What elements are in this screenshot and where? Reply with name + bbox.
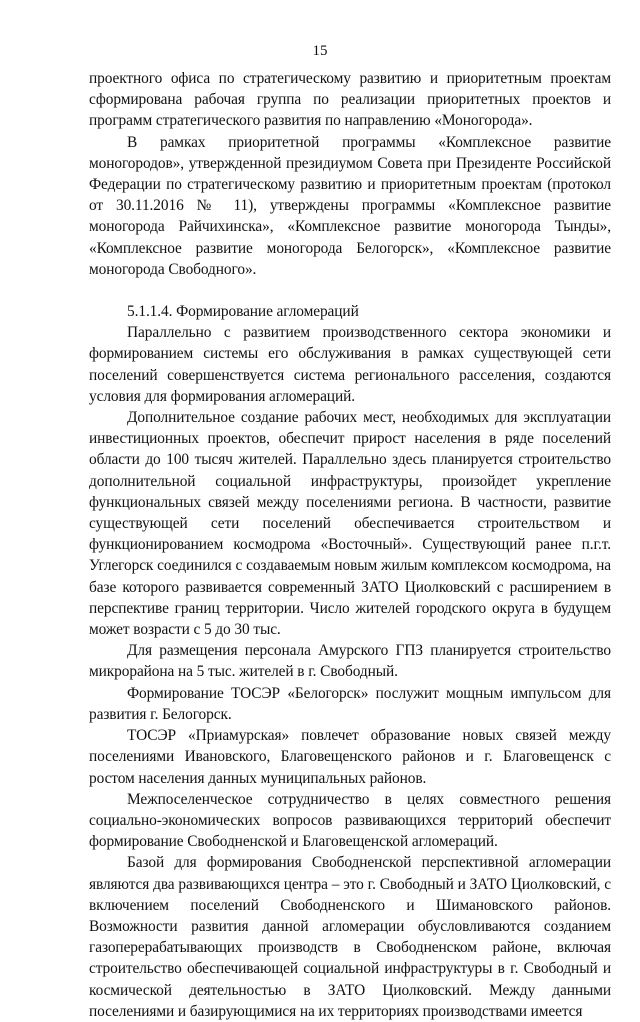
paragraph-tosér-priamurskaya: ТОСЭР «Приамурская» повлечет образование новых связей между поселениями Ивановского, Благовещенского районов и г. Благовещенск с ростом населения данных муниципальных районов. bbox=[89, 727, 611, 787]
paragraph-settlement-system: Параллельно с развитием производственного сектора экономики и формированием системы его обслуживания в рамках существующей сети поселений совершенствуется система регионального расселения, создаются условия для формирования агломераций. bbox=[89, 324, 611, 405]
paragraph-tosér-belogorsk: Формирование ТОСЭР «Белогорск» послужит мощным импульсом для развития г. Белогорск. bbox=[89, 684, 611, 723]
section-heading: 5.1.1.4. Формирование агломераций bbox=[127, 303, 359, 321]
paragraph-new-jobs: Дополнительное создание рабочих мест, необходимых для эксплуатации инвестиционных проектов, обеспечит прирост населения в ряде поселений области до 100 тысяч жителей. Параллельно здесь планируется строительство дополнительной социальной инфраструктуры, произойдет укрепление функциональных связей между поселениями региона. В частности, развитие существующей сети поселений обеспечивается строительством и функционированием космодрома «Восточный». Существующий ранее п.г.т. Углегорск соединился с создаваемым новым жилым комплексом космодрома, на базе которого развивается современный ЗАТО Циолковский с расширением в перспективе границ территории. Число жителей городского округа в будущем может возрасти с 5 до 30 тыс. bbox=[89, 409, 611, 639]
paragraph-monocities-program: В рамках приоритетной программы «Комплексное развитие моногородов», утвержденной президиумом Совета при Президенте Российской Федерации по стратегическому развитию и приоритетным проектам (протокол от 30.11.2016 № 11), утверждены программы «Комплексное развитие моногорода Райчихинска», «Комплексное развитие моногорода Тынды», «Комплексное развитие моногорода Белогорск», «Комплексное развитие моногорода Свободного». bbox=[89, 133, 611, 278]
paragraph-continuation: проектного офиса по стратегическому развитию и приоритетным проектам сформирована рабочая группа по реализации приоритетных проектов и программ стратегического развития по направлению «Моногорода». bbox=[89, 70, 611, 130]
paragraph-amur-gpz: Для размещения персонала Амурского ГПЗ планируется строительство микрорайона на 5 тыс. жителей в г. Свободный. bbox=[89, 642, 611, 681]
paragraph-svobodnenskaya-agglomeration: Базой для формирования Свободненской перспективной агломерации являются два развивающихся центра – это г. Свободный и ЗАТО Циолковский, с включением поселений Свободненского и Шимановского районов. Возможности развития данной агломерации обусловливаются созданием газоперерабатывающих производств в Свободненском районе, включая строительство обеспечивающей социальной инфраструктуры в г. Свободный и космической деятельностью в ЗАТО Циолковский. Между данными поселениями и базирующимися на их территориях производствами имеется bbox=[89, 854, 611, 1020]
body-text bbox=[89, 68, 611, 1022]
paragraph-intermunicipal-cooperation: Межпоселенческое сотрудничество в целях совместного решения социально-экономических вопросов развивающихся территорий обеспечит формирование Свободненской и Благовещенской агломераций. bbox=[89, 790, 611, 851]
page-number: 15 bbox=[312, 43, 328, 59]
